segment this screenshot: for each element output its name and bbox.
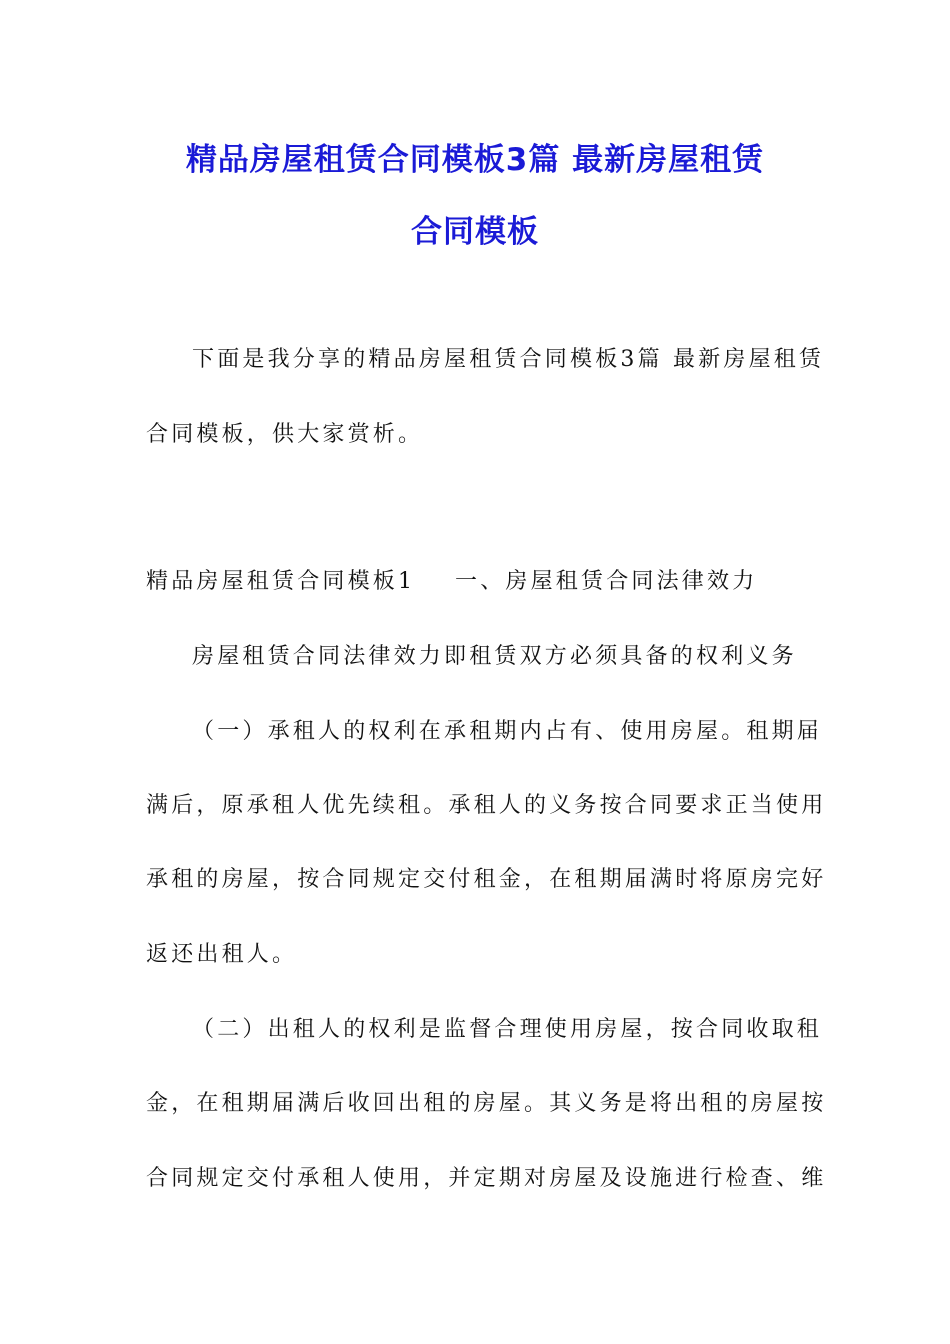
section-heading: 精品房屋租赁合同模板1 — [146, 569, 416, 594]
document-title-line-2: 合同模板 — [411, 214, 539, 250]
paragraph-1: 房屋租赁合同法律效力即租赁双方必须具备的权利义务 — [192, 644, 797, 669]
paragraph-2-line-1: （一）承租人的权利在承租期内占有、使用房屋。租期届 — [192, 719, 823, 744]
intro-line-1: 下面是我分享的精品房屋租赁合同模板3篇 最新房屋租赁 — [192, 347, 825, 372]
paragraph-3-line-2: 金，在租期届满后收回出租的房屋。其义务是将出租的房屋按 — [146, 1091, 827, 1116]
paragraph-3-line-3: 合同规定交付承租人使用，并定期对房屋及设施进行检查、维 — [146, 1166, 827, 1191]
paragraph-3-line-1: （二）出租人的权利是监督合理使用房屋，按合同收取租 — [192, 1017, 823, 1042]
intro-line-2: 合同模板，供大家赏析。 — [146, 422, 424, 447]
document-title-line-1: 精品房屋租赁合同模板3篇 最新房屋租赁 — [185, 142, 765, 178]
paragraph-2-line-4: 返还出租人。 — [146, 942, 298, 967]
section-subheading: 一、房屋租赁合同法律效力 — [455, 569, 758, 594]
paragraph-2-line-2: 满后，原承租人优先续租。承租人的义务按合同要求正当使用 — [146, 793, 827, 818]
paragraph-2-line-3: 承租的房屋，按合同规定交付租金，在租期届满时将原房完好 — [146, 867, 827, 892]
